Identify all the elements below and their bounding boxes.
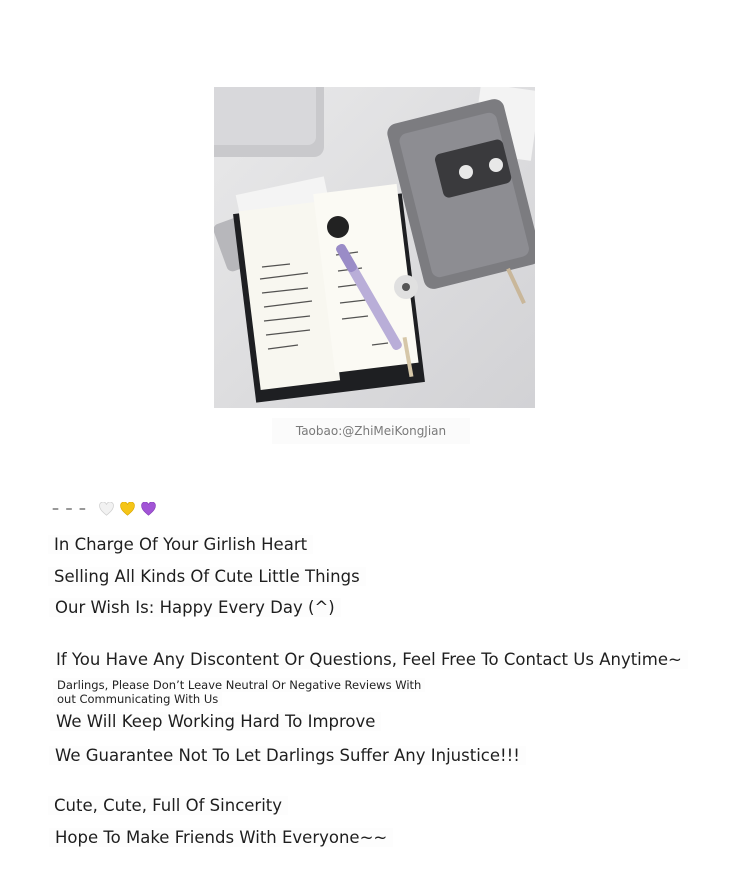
guarantee-line: We Guarantee Not To Let Darlings Suffer Any Injustice!!!: [49, 746, 526, 765]
tagline-wish: Our Wish Is: Happy Every Day (^): [49, 598, 341, 617]
make-friends-line: Hope To Make Friends With Everyone~~: [49, 828, 393, 847]
improve-line: We Will Keep Working Hard To Improve: [50, 712, 381, 731]
reviews-note-line-2: out Communicating With Us: [53, 692, 222, 706]
tagline-cute-things: Selling All Kinds Of Cute Little Things: [48, 567, 366, 586]
dash-divider: – – –: [52, 501, 87, 517]
contact-us-line: If You Have Any Discontent Or Questions, Feel Free To Contact Us Anytime~: [50, 650, 688, 669]
white-heart-icon: [99, 502, 114, 516]
yellow-heart-icon: [120, 502, 135, 516]
reviews-note-line-1: Darlings, Please Don’t Leave Neutral Or Negative Reviews With: [53, 678, 425, 692]
notebook-cassette-illustration: [214, 87, 535, 408]
tagline-girlish-heart: In Charge Of Your Girlish Heart: [48, 535, 313, 554]
purple-heart-icon: [141, 502, 156, 516]
sincerity-line: Cute, Cute, Full Of Sincerity: [48, 796, 288, 815]
image-caption: Taobao:@ZhiMeiKongJian: [272, 418, 470, 444]
product-photo: [214, 87, 535, 408]
decorative-emoji-row: [52, 498, 156, 520]
